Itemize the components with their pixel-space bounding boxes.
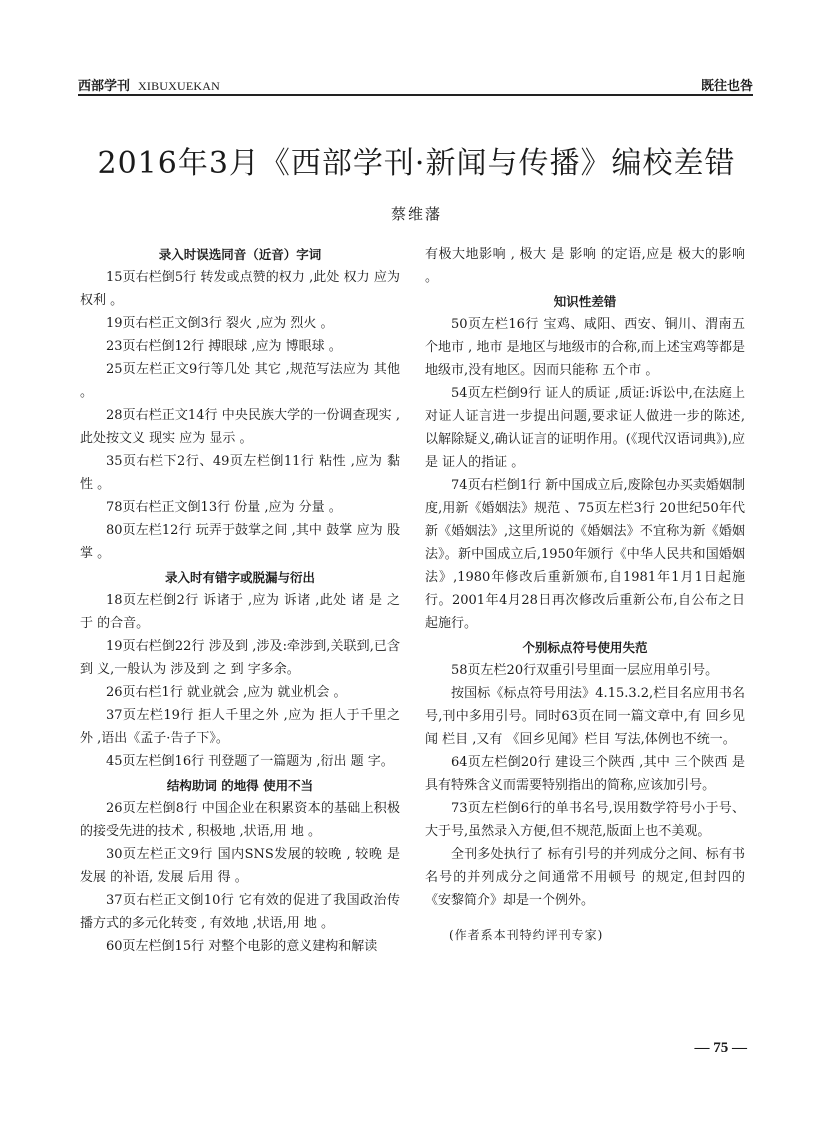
paragraph: 全刊多处执行了 标有引号的并列成分之间、标有书名号的并列成分之间通常不用顿号 的规定,但封四的《安黎简介》却是一个例外。: [425, 847, 745, 908]
paragraph: 58页左栏20行双重引号里面一层应用单引号。: [451, 663, 719, 678]
paragraph: 45页左栏倒16行 刊登题了一篇题为 ,衍出 题 字。: [106, 754, 394, 769]
journal-name-en: XIBUXUEKAN: [138, 79, 221, 93]
paragraph-continued: 有极大地影响 , 极大 是 影响 的定语,应是 极大的影响 。: [425, 247, 745, 285]
paragraph: 37页左栏19行 拒人千里之外 ,应为 拒人于千里之外 ,语出《孟子·告子下》。: [80, 708, 400, 746]
section-heading: 个别标点符号使用失范: [522, 640, 648, 655]
paragraph: 26页右栏1行 就业就会 ,应为 就业机会 。: [106, 685, 347, 700]
paragraph: 64页左栏倒20行 建设三个陕西 ,其中 三个陕西 是具有特殊含义而需要特别指出的简称,应该加引号。: [425, 755, 745, 793]
paragraph: 74页右栏倒1行 新中国成立后,废除包办买卖婚姻制度,用新《婚姻法》规范 、75页左栏3行 20世纪50年代新《婚姻法》,这里所说的《婚姻法》不宜称为新《婚姻法》。新中国成立后,1950年颁行《中华人民共和国婚姻法》,1980年修改后重新颁布,自1981年1月1日起施行。2001年4月28日再次修改后重新公布,自公布之日起施行。: [425, 478, 745, 631]
paragraph: 19页右栏倒22行 涉及到 ,涉及:牵涉到,关联到,已含 到 义,一般认为 涉及到 之 到 字多余。: [80, 639, 400, 677]
left-column: [80, 242, 400, 958]
paragraph: 60页左栏倒15行 对整个电影的意义建构和解读: [106, 939, 378, 954]
paragraph: 80页左栏12行 玩弄于鼓掌之间 ,其中 鼓掌 应为 股掌 。: [80, 523, 400, 561]
paragraph: 73页左栏倒6行的单书名号,误用数学符号小于号、大于号,虽然录入方便,但不规范,版面上也不美观。: [425, 801, 745, 839]
paragraph: 28页右栏正文14行 中央民族大学的一份调查现实 ,此处按文义 现实 应为 显示 。: [80, 408, 400, 446]
section-heading: 录入时有错字或脱漏与衍出: [164, 570, 315, 585]
paragraph: 30页左栏正文9行 国内SNS发展的较晚 , 较晚 是 发展 的补语, 发展 后用 得 。: [80, 847, 400, 885]
paragraph: 15页右栏倒5行 转发或点赞的权力 ,此处 权力 应为 权利 。: [80, 270, 400, 308]
article-title: 2016年3月《西部学刊·新闻与传播》编校差错: [97, 146, 736, 181]
paragraph: 37页右栏正文倒10行 它有效的促进了我国政治传播方式的多元化转变 , 有效地 ,状语,用 地 。: [80, 893, 400, 931]
page-number: — 75 —: [694, 1040, 747, 1056]
paragraph: 按国标《标点符号用法》4.15.3.2,栏目名应用书名号,刊中多用引号。同时63页在同一篇文章中,有 回乡见闻 栏目 ,又有 《回乡见闻》栏目 写法,体例也不统一。: [425, 686, 745, 747]
paragraph: 23页右栏倒12行 搏眼球 ,应为 博眼球 。: [106, 339, 342, 354]
author-note: (作者系本刊特约评刊专家): [449, 928, 604, 942]
section-heading: 知识性差错: [553, 294, 617, 309]
journal-name: [78, 75, 220, 94]
paragraph: 26页左栏倒8行 中国企业在积累资本的基础上积极的接受先进的技术 , 积极地 ,状语,用 地 。: [80, 801, 400, 839]
paragraph: 18页左栏倒2行 诉诸于 ,应为 诉诸 ,此处 诸 是 之于 的合音。: [80, 593, 400, 631]
paragraph: 25页左栏正文9行等几处 其它 ,规范写法应为 其他 。: [80, 362, 400, 400]
paragraph: 19页右栏正文倒3行 裂火 ,应为 烈火 。: [106, 316, 334, 331]
section-heading: 结构助词 的地得 使用不当: [166, 778, 314, 793]
journal-name-cn: 西部学刊: [78, 79, 131, 94]
paragraph: 35页右栏下2行、49页左栏倒11行 粘性 ,应为 黏性 。: [80, 454, 400, 492]
paragraph: 78页右栏正文倒13行 份量 ,应为 分量 。: [106, 500, 342, 515]
section-heading: 录入时误选同音（近音）字词: [158, 247, 322, 262]
right-column: [425, 243, 745, 947]
column-name: 既往也咎: [700, 79, 753, 94]
article-author: 蔡维藩: [390, 205, 442, 223]
paragraph: 50页左栏16行 宝鸡、咸阳、西安、铜川、渭南五个地市 , 地市 是地区与地级市的合称,而上述宝鸡等都是地级市,没有地区。因而只能称 五个市 。: [425, 317, 745, 378]
running-header: [78, 72, 753, 94]
paragraph: 54页左栏倒9行 证人的质证 ,质证:诉讼中,在法庭上对证人证言进一步提出问题,要求证人做进一步的陈述,以解除疑义,确认证言的证明作用。(《现代汉语词典》),应是 证人的指证 。: [425, 386, 745, 470]
header-rule: [78, 94, 753, 96]
